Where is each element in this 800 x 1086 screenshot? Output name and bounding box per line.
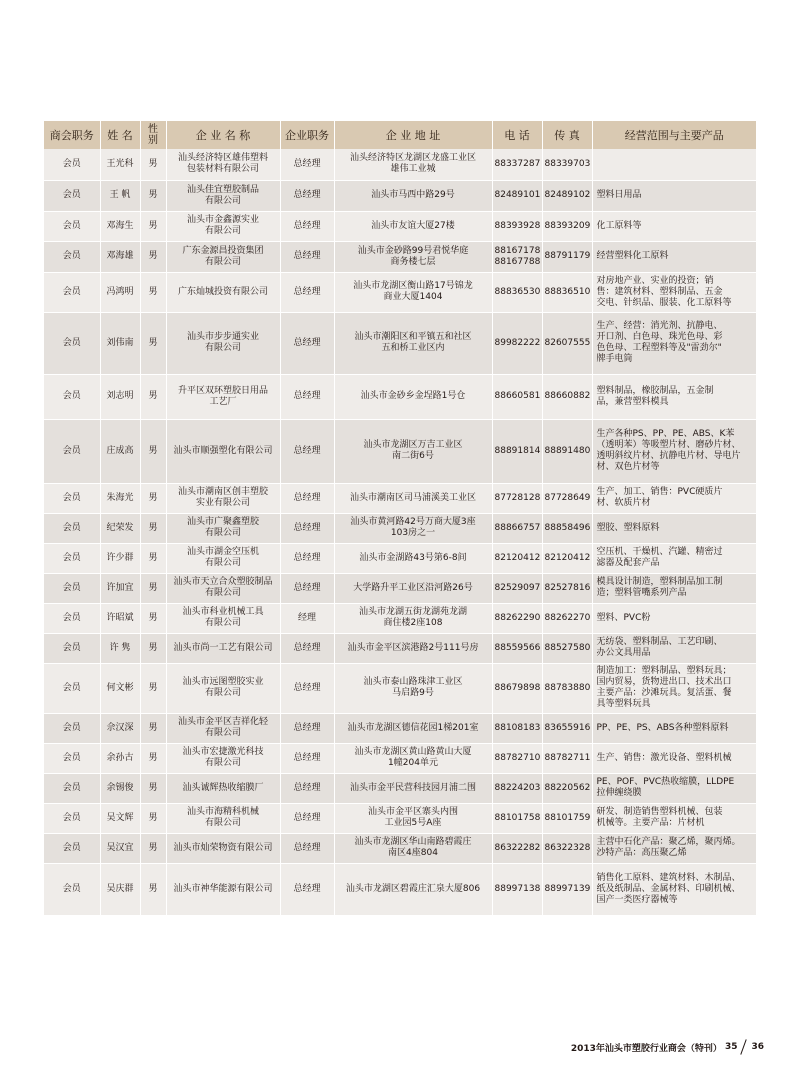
cell-fax: 88782711	[542, 743, 592, 773]
cell-phone: 88559566	[492, 633, 542, 663]
cell-business: 塑料日用品	[592, 180, 756, 211]
table-row	[44, 603, 756, 633]
cell-name: 吴文辉	[100, 803, 140, 833]
cell-address: 汕头市龙湖区德信花园1梯201室	[334, 713, 492, 743]
cell-gender: 男	[140, 713, 166, 743]
table-row	[44, 573, 756, 603]
cell-company: 汕头市科业机械工具 有限公司	[166, 603, 280, 633]
cell-phone: 88224203	[492, 773, 542, 803]
cell-role: 会员	[44, 374, 100, 419]
cell-name: 吴汉宜	[100, 833, 140, 863]
cell-position: 总经理	[280, 149, 334, 180]
cell-fax: 88783880	[542, 663, 592, 713]
cell-fax: 87728649	[542, 483, 592, 513]
cell-company: 汕头市广聚鑫塑胶 有限公司	[166, 513, 280, 543]
header-col-role: 商会职务	[44, 121, 100, 149]
cell-business: 生产各种PS、PP、PE、ABS、K苯 （透明苯）等吸塑片材、磨砂片材、 透明斜纹片材、抗静电片材、导电片 材、双色片材等	[592, 419, 756, 483]
cell-company: 汕头市金平区吉祥化轻 有限公司	[166, 713, 280, 743]
page-number-right: 36	[751, 1042, 764, 1052]
cell-position: 总经理	[280, 743, 334, 773]
cell-company: 汕头佳宜塑胶制品 有限公司	[166, 180, 280, 211]
cell-business: PP、PE、PS、ABS各种塑料原料	[592, 713, 756, 743]
cell-business	[592, 149, 756, 180]
cell-address: 汕头市金平区寨头内围 工业园5号A座	[334, 803, 492, 833]
cell-business: 无纺袋、塑料制品、工艺印刷、 办公文具用品	[592, 633, 756, 663]
cell-address: 汕头经济特区龙湖区龙盛工业区 雄伟工业城	[334, 149, 492, 180]
cell-business: 化工原料等	[592, 211, 756, 241]
cell-role: 会员	[44, 603, 100, 633]
cell-phone: 88337287	[492, 149, 542, 180]
cell-name: 王光科	[100, 149, 140, 180]
cell-address: 汕头市金湖路43号第6-8间	[334, 543, 492, 573]
cell-role: 会员	[44, 743, 100, 773]
cell-position: 总经理	[280, 312, 334, 374]
cell-gender: 男	[140, 272, 166, 312]
cell-address: 汕头市龙湖区万吉工业区 南二街6号	[334, 419, 492, 483]
cell-business: PE、POF、PVC热收缩膜，LLDPE 拉伸缠绕膜	[592, 773, 756, 803]
cell-gender: 男	[140, 211, 166, 241]
cell-company: 汕头市灿荣物资有限公司	[166, 833, 280, 863]
cell-position: 总经理	[280, 633, 334, 663]
cell-name: 余锡俊	[100, 773, 140, 803]
cell-role: 会员	[44, 211, 100, 241]
cell-company: 汕头市海精科机械 有限公司	[166, 803, 280, 833]
cell-business: 生产、加工、销售：PVC硬质片 材、软质片材	[592, 483, 756, 513]
cell-phone: 82489101	[492, 180, 542, 211]
cell-phone: 88108183	[492, 713, 542, 743]
cell-gender: 男	[140, 803, 166, 833]
cell-fax: 88858496	[542, 513, 592, 543]
cell-fax: 88339703	[542, 149, 592, 180]
cell-fax: 88527580	[542, 633, 592, 663]
table-row	[44, 149, 756, 180]
cell-business: 生产、经营：消光剂、抗静电、 开口剂、白色母、珠光色母、彩 色色母、工程塑料等及"雷劲尔" 牌手电筒	[592, 312, 756, 374]
cell-gender: 男	[140, 743, 166, 773]
cell-position: 总经理	[280, 713, 334, 743]
cell-fax: 88791179	[542, 241, 592, 272]
cell-gender: 男	[140, 241, 166, 272]
cell-role: 会员	[44, 272, 100, 312]
cell-address: 汕头市黄河路42号万商大厦3座 103房之一	[334, 513, 492, 543]
cell-name: 刘伟南	[100, 312, 140, 374]
cell-fax: 82527816	[542, 573, 592, 603]
cell-phone: 88866757	[492, 513, 542, 543]
cell-fax: 88836510	[542, 272, 592, 312]
cell-business: 模具设计制造，塑料制品加工制 造；塑料管嘴系列产品	[592, 573, 756, 603]
cell-position: 总经理	[280, 803, 334, 833]
cell-position: 总经理	[280, 211, 334, 241]
cell-position: 总经理	[280, 773, 334, 803]
cell-phone: 88891814	[492, 419, 542, 483]
cell-business: 研发、制造销售塑料机械、包装 机械等。主要产品：片材机	[592, 803, 756, 833]
header-col-phone: 电 话	[492, 121, 542, 149]
cell-name: 余孙古	[100, 743, 140, 773]
page-divider-slash	[740, 1040, 748, 1054]
cell-phone: 82120412	[492, 543, 542, 573]
cell-gender: 男	[140, 663, 166, 713]
cell-gender: 男	[140, 483, 166, 513]
cell-address: 汕头市潮阳区和平镇五和社区 五和桥工业区内	[334, 312, 492, 374]
cell-company: 汕头市尚一工艺有限公司	[166, 633, 280, 663]
cell-name: 朱海光	[100, 483, 140, 513]
cell-position: 总经理	[280, 374, 334, 419]
cell-name: 吴庆群	[100, 863, 140, 915]
member-directory-table	[44, 121, 756, 916]
cell-role: 会员	[44, 419, 100, 483]
cell-position: 总经理	[280, 513, 334, 543]
table-row	[44, 419, 756, 483]
cell-company: 汕头市顺强塑化有限公司	[166, 419, 280, 483]
cell-address: 汕头市泰山路珠津工业区 马启路9号	[334, 663, 492, 713]
cell-name: 冯鸿明	[100, 272, 140, 312]
cell-position: 总经理	[280, 833, 334, 863]
cell-company: 汕头市湖金空压机 有限公司	[166, 543, 280, 573]
cell-role: 会员	[44, 663, 100, 713]
page-footer	[571, 1040, 764, 1054]
cell-gender: 男	[140, 603, 166, 633]
cell-address: 汕头市龙湖区衡山路17号锦龙 商业大厦1404	[334, 272, 492, 312]
cell-address: 汕头市马西中路29号	[334, 180, 492, 211]
cell-position: 总经理	[280, 863, 334, 915]
cell-name: 邓海雄	[100, 241, 140, 272]
cell-role: 会员	[44, 773, 100, 803]
cell-phone: 88836530	[492, 272, 542, 312]
cell-address: 汕头市龙湖区黄山路黄山大厦 1幢204单元	[334, 743, 492, 773]
cell-gender: 男	[140, 312, 166, 374]
cell-position: 总经理	[280, 241, 334, 272]
table-row	[44, 833, 756, 863]
cell-address: 汕头市龙湖区碧霞庄汇泉大厦806	[334, 863, 492, 915]
cell-business: 制造加工：塑料制品、塑料玩具； 国内贸易，货物进出口、技术出口 主要产品：沙滩玩具。复活蛋、餐 具等塑料玩具	[592, 663, 756, 713]
cell-business: 塑胶、塑料原料	[592, 513, 756, 543]
header-col-fax: 传 真	[542, 121, 592, 149]
cell-role: 会员	[44, 803, 100, 833]
cell-gender: 男	[140, 374, 166, 419]
cell-role: 会员	[44, 713, 100, 743]
cell-role: 会员	[44, 312, 100, 374]
cell-company: 汕头经济特区雄伟塑料 包装材料有限公司	[166, 149, 280, 180]
cell-gender: 男	[140, 633, 166, 663]
cell-name: 刘志明	[100, 374, 140, 419]
header-col-name: 姓 名	[100, 121, 140, 149]
cell-address: 汕头市金平民营科技园月浦二围	[334, 773, 492, 803]
table-row	[44, 803, 756, 833]
cell-fax: 88891480	[542, 419, 592, 483]
cell-phone: 88167178 88167788	[492, 241, 542, 272]
header-col-business: 经营范围与主要产品	[592, 121, 756, 149]
header-col-gender: 性 别	[140, 121, 166, 149]
cell-role: 会员	[44, 513, 100, 543]
table-row	[44, 272, 756, 312]
table-row	[44, 863, 756, 915]
cell-company: 汕头市神华能源有限公司	[166, 863, 280, 915]
cell-address: 汕头市金平区滨港路2号111号房	[334, 633, 492, 663]
cell-position: 总经理	[280, 543, 334, 573]
table-row	[44, 211, 756, 241]
cell-company: 汕头市潮南区创丰塑胶 实业有限公司	[166, 483, 280, 513]
cell-address: 大学路升平工业区沿河路26号	[334, 573, 492, 603]
cell-phone: 88782710	[492, 743, 542, 773]
cell-fax: 88997139	[542, 863, 592, 915]
cell-phone: 88679898	[492, 663, 542, 713]
cell-phone: 87728128	[492, 483, 542, 513]
table-row	[44, 483, 756, 513]
cell-fax: 86322328	[542, 833, 592, 863]
cell-company: 广东灿城投资有限公司	[166, 272, 280, 312]
table-row	[44, 374, 756, 419]
table-row	[44, 180, 756, 211]
cell-fax: 88393209	[542, 211, 592, 241]
cell-fax: 88262270	[542, 603, 592, 633]
cell-gender: 男	[140, 513, 166, 543]
header-col-position: 企业职务	[280, 121, 334, 149]
cell-address: 汕头市金砂路99号君悦华庭 商务楼七层	[334, 241, 492, 272]
cell-phone: 88393928	[492, 211, 542, 241]
cell-gender: 男	[140, 180, 166, 211]
cell-company: 汕头市金鑫源实业 有限公司	[166, 211, 280, 241]
cell-gender: 男	[140, 419, 166, 483]
cell-name: 王 帆	[100, 180, 140, 211]
cell-address: 汕头市龙湖区华山南路碧霞庄 南区4座804	[334, 833, 492, 863]
cell-phone: 89982222	[492, 312, 542, 374]
table-row	[44, 633, 756, 663]
cell-position: 总经理	[280, 419, 334, 483]
cell-name: 何文彬	[100, 663, 140, 713]
cell-role: 会员	[44, 573, 100, 603]
cell-position: 总经理	[280, 663, 334, 713]
cell-company: 汕头市步步通实业 有限公司	[166, 312, 280, 374]
cell-name: 邓海生	[100, 211, 140, 241]
cell-company: 广东金源昌投资集团 有限公司	[166, 241, 280, 272]
cell-role: 会员	[44, 180, 100, 211]
cell-company: 汕头市远图塑胶实业 有限公司	[166, 663, 280, 713]
cell-business: 经营塑料化工原料	[592, 241, 756, 272]
page-number-left: 35	[724, 1042, 738, 1052]
cell-company: 汕头市宏捷激光科技 有限公司	[166, 743, 280, 773]
cell-company: 升平区双环塑胶日用品 工艺厂	[166, 374, 280, 419]
cell-role: 会员	[44, 241, 100, 272]
table-row	[44, 241, 756, 272]
cell-address: 汕头市友谊大厦27楼	[334, 211, 492, 241]
header-col-company: 企 业 名 称	[166, 121, 280, 149]
cell-phone: 88101758	[492, 803, 542, 833]
publication-title: 2013年汕头市塑胶行业商会（特刊）	[570, 1043, 722, 1054]
cell-name: 纪荣发	[100, 513, 140, 543]
cell-role: 会员	[44, 863, 100, 915]
cell-fax: 88660882	[542, 374, 592, 419]
cell-fax: 88220562	[542, 773, 592, 803]
cell-gender: 男	[140, 863, 166, 915]
cell-business: 空压机、干燥机、汽罐、精密过 滤器及配套产品	[592, 543, 756, 573]
cell-position: 总经理	[280, 272, 334, 312]
cell-name: 许少群	[100, 543, 140, 573]
cell-name: 许昭斌	[100, 603, 140, 633]
cell-business: 生产、销售：激光设备、塑料机械	[592, 743, 756, 773]
cell-fax: 82489102	[542, 180, 592, 211]
cell-name: 庄成高	[100, 419, 140, 483]
cell-address: 汕头市潮南区司马浦溪美工业区	[334, 483, 492, 513]
cell-phone: 88660581	[492, 374, 542, 419]
header-col-address: 企 业 地 址	[334, 121, 492, 149]
cell-company: 汕头诚辉热收缩膜厂	[166, 773, 280, 803]
cell-role: 会员	[44, 833, 100, 863]
cell-fax: 82607555	[542, 312, 592, 374]
cell-gender: 男	[140, 543, 166, 573]
cell-phone: 86322282	[492, 833, 542, 863]
cell-phone: 88997138	[492, 863, 542, 915]
cell-business: 塑料制品，橡胶制品，五金制 品，兼营塑料模具	[592, 374, 756, 419]
cell-role: 会员	[44, 633, 100, 663]
cell-role: 会员	[44, 543, 100, 573]
cell-gender: 男	[140, 833, 166, 863]
table-row	[44, 663, 756, 713]
table-row	[44, 513, 756, 543]
cell-role: 会员	[44, 149, 100, 180]
cell-business: 塑料、PVC粉	[592, 603, 756, 633]
cell-position: 经理	[280, 603, 334, 633]
cell-business: 主营中石化产品：聚乙烯，聚丙烯。 沙特产品：高压聚乙烯	[592, 833, 756, 863]
cell-name: 许加宜	[100, 573, 140, 603]
cell-address: 汕头市金砂乡金埕路1号仓	[334, 374, 492, 419]
cell-company: 汕头市天立合众塑胶制品 有限公司	[166, 573, 280, 603]
table-row	[44, 543, 756, 573]
table-row	[44, 713, 756, 743]
cell-business: 对房地产业、实业的投资；销 售：建筑材料、塑料制品、五金 交电、针织品、服装、化工原料等	[592, 272, 756, 312]
cell-position: 总经理	[280, 573, 334, 603]
cell-name: 佘汉深	[100, 713, 140, 743]
cell-fax: 83655916	[542, 713, 592, 743]
cell-gender: 男	[140, 149, 166, 180]
cell-fax: 88101759	[542, 803, 592, 833]
cell-gender: 男	[140, 773, 166, 803]
cell-gender: 男	[140, 573, 166, 603]
table-row	[44, 773, 756, 803]
cell-business: 销售化工原料、建筑材料、木制品、 纸及纸制品、金属材料、印刷机械、 国产一类医疗器械等	[592, 863, 756, 915]
cell-role: 会员	[44, 483, 100, 513]
cell-phone: 88262290	[492, 603, 542, 633]
cell-address: 汕头市龙湖五街龙湖苑龙湖 商住楼2座108	[334, 603, 492, 633]
cell-name: 许 隽	[100, 633, 140, 663]
cell-fax: 82120412	[542, 543, 592, 573]
table-row	[44, 743, 756, 773]
cell-phone: 82529097	[492, 573, 542, 603]
cell-position: 总经理	[280, 483, 334, 513]
cell-position: 总经理	[280, 180, 334, 211]
table-row	[44, 312, 756, 374]
table-header-row	[44, 121, 756, 149]
